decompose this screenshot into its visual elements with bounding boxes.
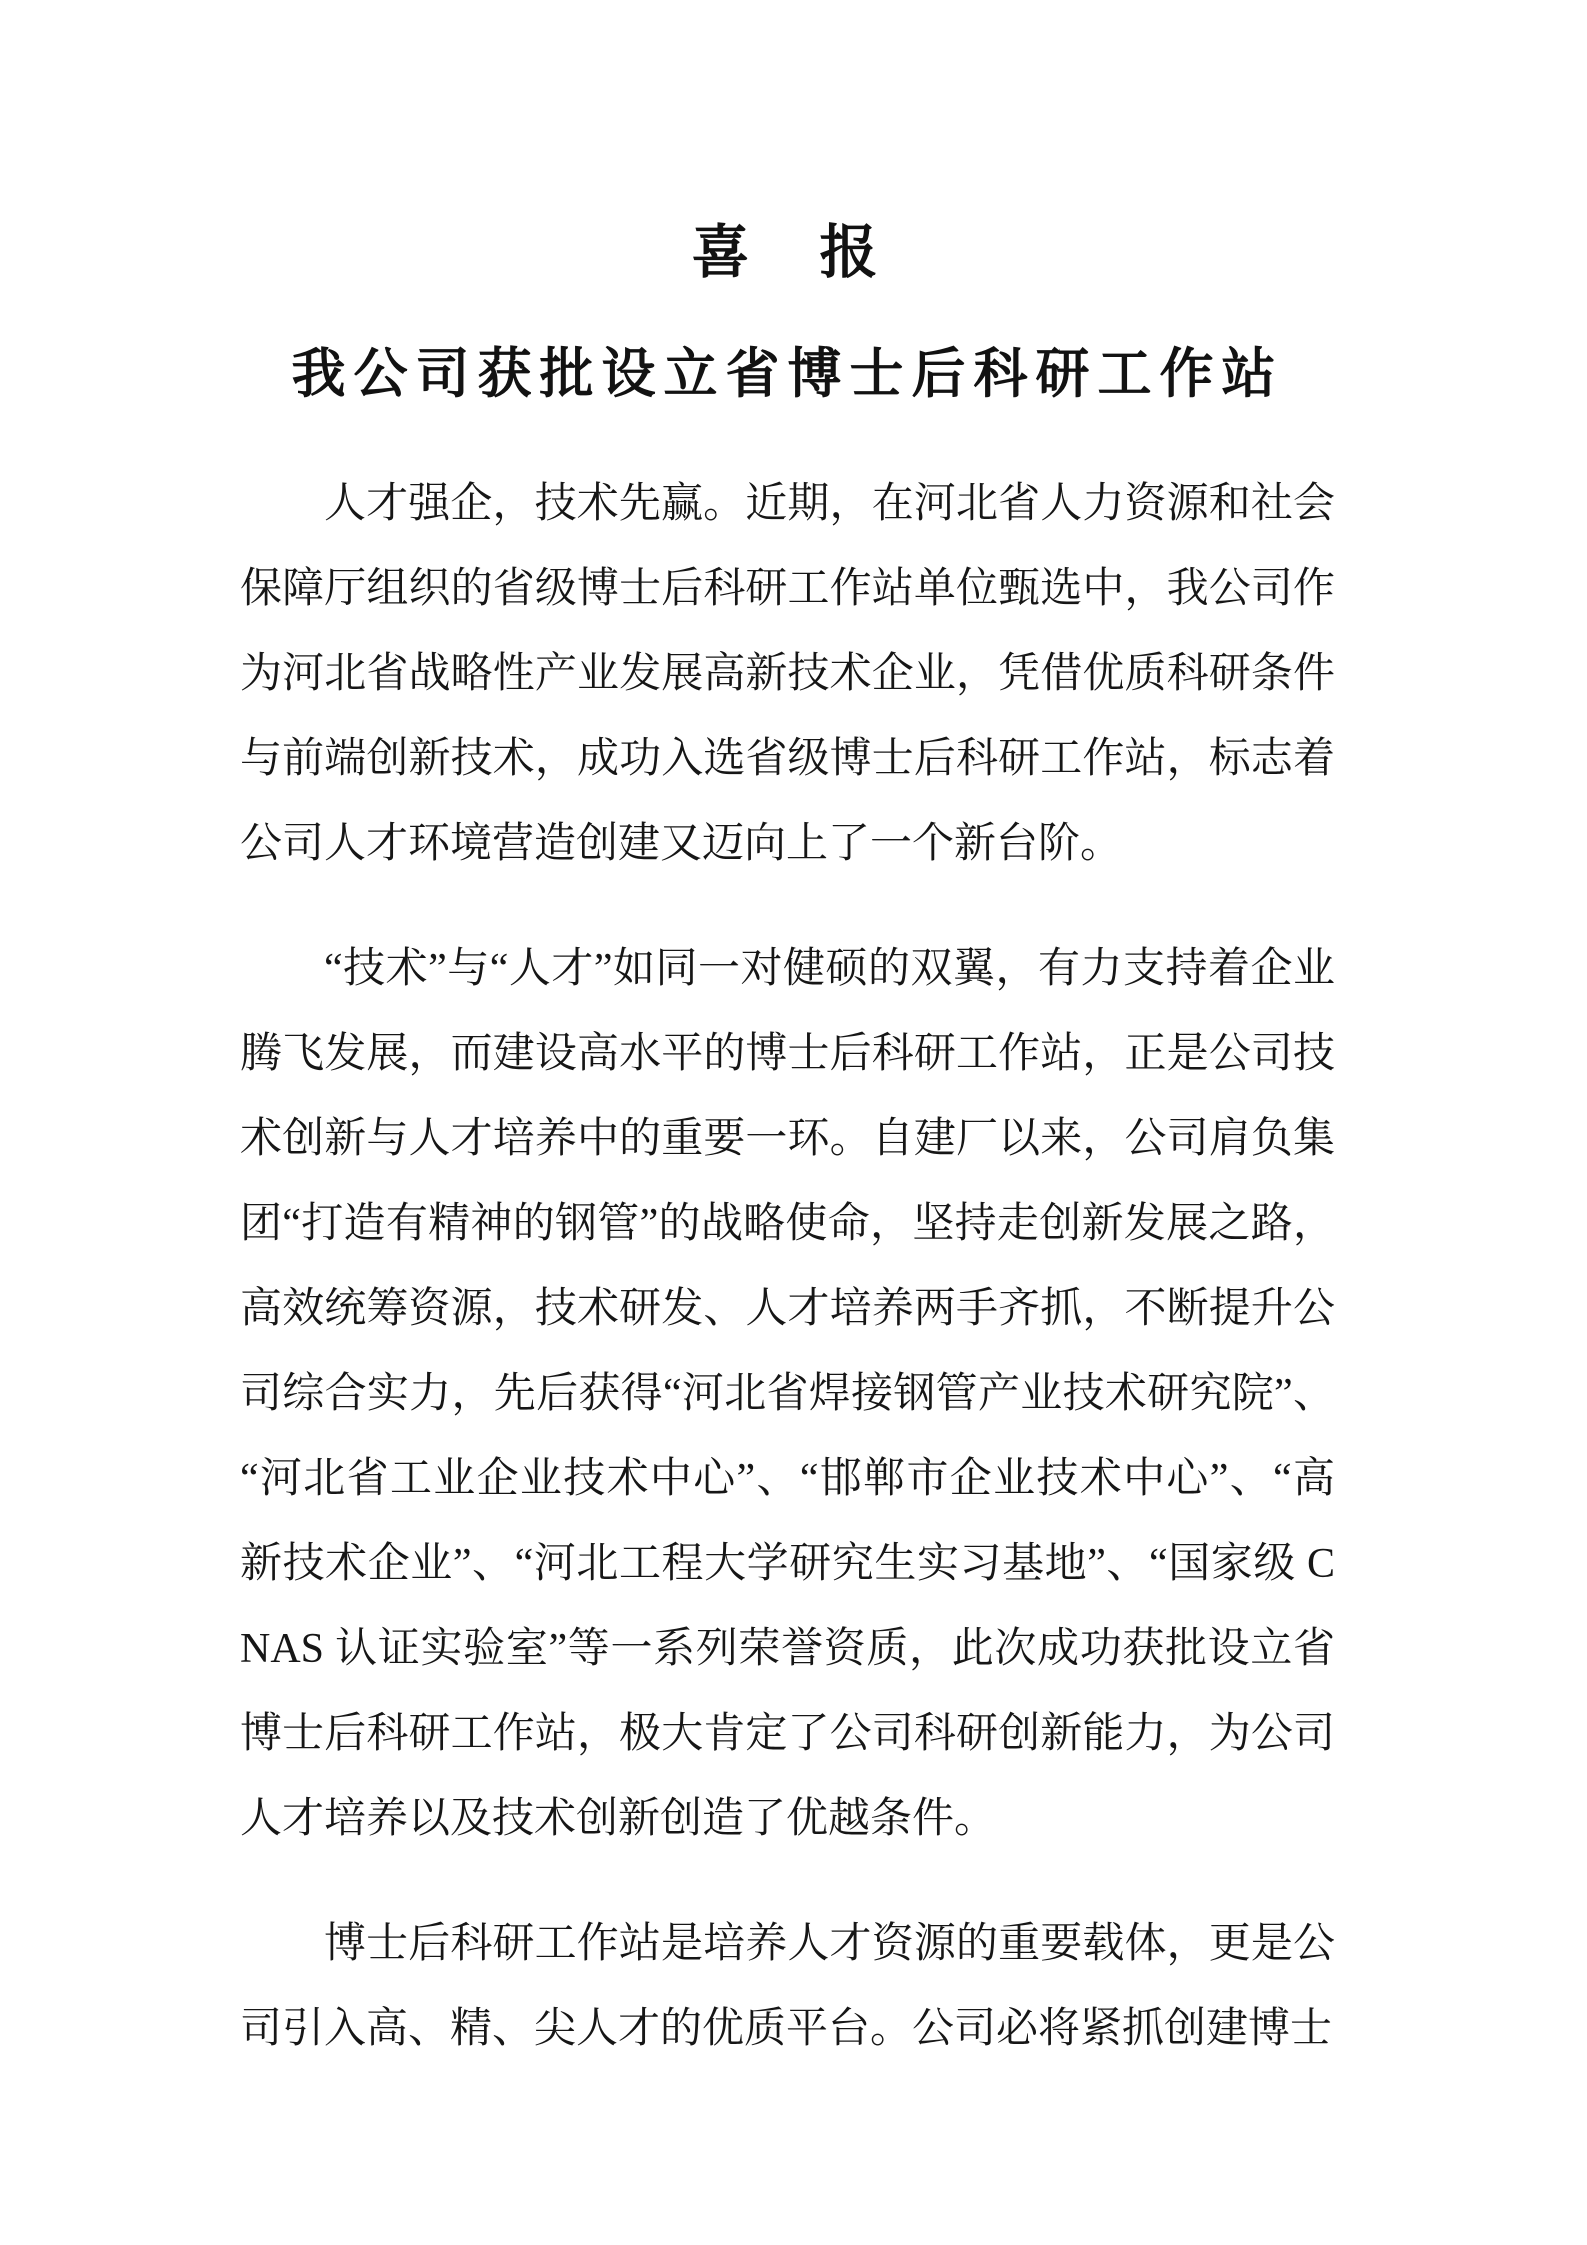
document-subtitle: 我公司获批设立省博士后科研工作站 [291, 344, 1284, 404]
paragraph-1: 人才强企，技术先赢。近期，在河北省人力资源和社会保障厅组织的省级博士后科研工作站单位甄选中，我公司作为河北省战略性产业发展高新技术企业，凭借优质科研条件与前端创新技术，成功入选省级博士后科研工作站，标志着公司人才环境营造创建又迈向上了一个新台阶。 [240, 481, 1335, 867]
paragraph-2: “技术”与“人才”如同一对健硕的双翼，有力支持着企业腾飞发展，而建设高水平的博士后科研工作站，正是公司技术创新与人才培养中的重要一环。自建厂以来，公司肩负集团“打造有精神的钢管”的战略使命，坚持走创新发展之路，高效统筹资源，技术研发、人才培养两手齐抓，不断提升公司综合实力，先后获得“河北省焊接钢管产业技术研究院”、“河北省工业企业技术中心”、“邯郸市企业技术中心”、“高新技术企业”、“河北工程大学研究生实习基地”、“国家级 CNAS 认证实验室”等一系列荣誉资质，此次成功获批设立省博士后科研工作站，极大肯定了公司科研创新能力，为公司人才培养以及技术创新创造了优越条件。 [240, 946, 1335, 1842]
document-title: 喜 报 [691, 220, 884, 285]
paragraph-3: 博士后科研工作站是培养人才资源的重要载体，更是公司引入高、精、尖人才的优质平台。公司必将紧抓创建博士 [240, 1921, 1335, 2052]
document-body [240, 462, 1335, 2072]
